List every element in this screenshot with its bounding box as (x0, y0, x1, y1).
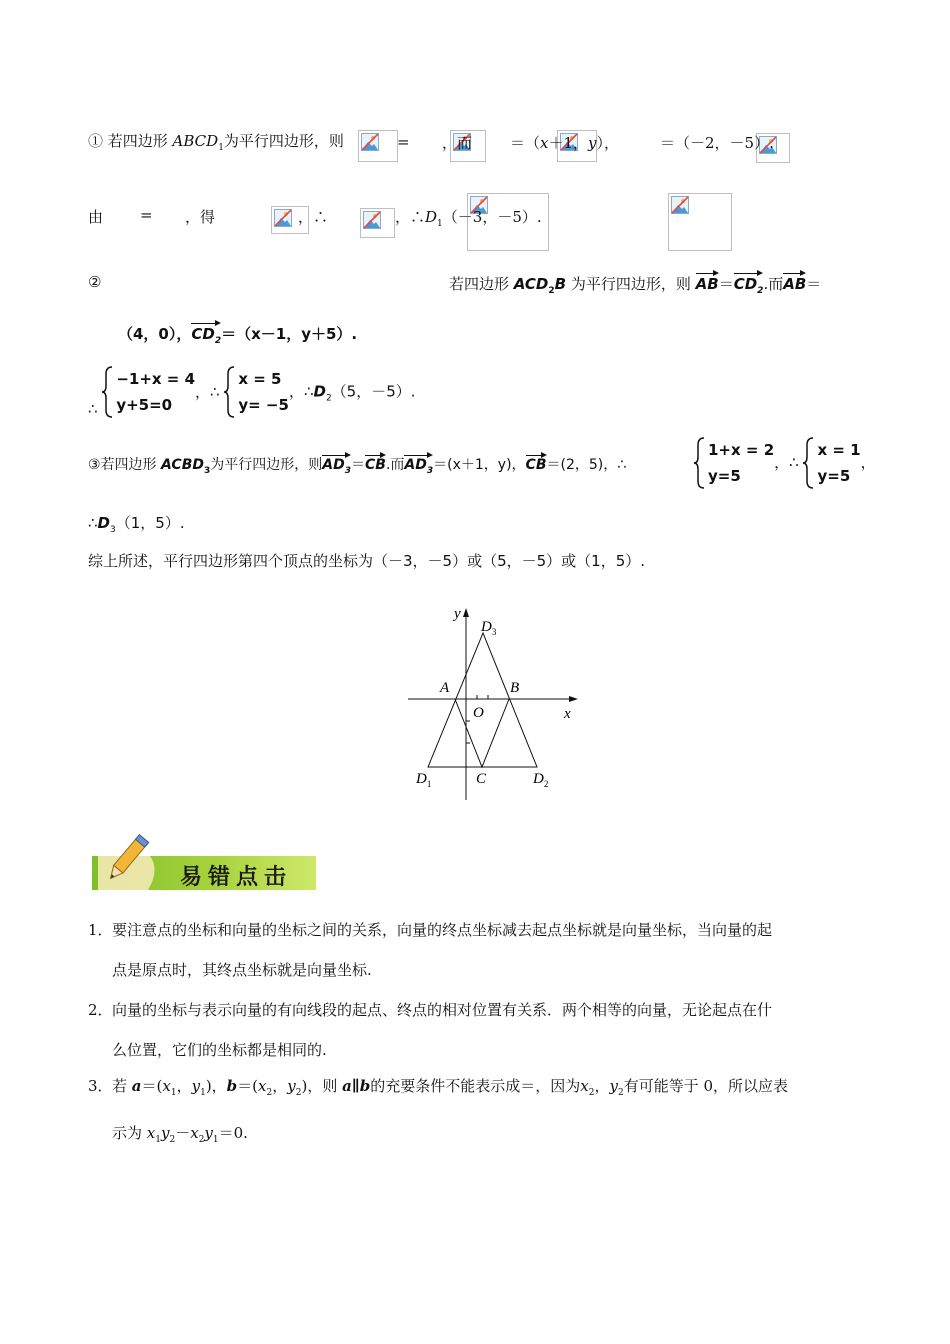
equation-system (694, 437, 774, 489)
var-y: y (588, 134, 597, 152)
subscript: 2 (295, 1088, 302, 1098)
text: ，∴ (774, 453, 799, 472)
quad-label: ACD (513, 275, 549, 293)
subscript: 2 (169, 1135, 176, 1145)
case1-line1 (88, 130, 344, 153)
text: ＋1， (548, 134, 589, 152)
var: x (258, 1077, 267, 1095)
list-number: 1． (88, 921, 113, 939)
broken-image-icon (668, 193, 732, 251)
equation-line: y=5 (708, 467, 741, 485)
subscript: 2 (757, 286, 764, 296)
var: y (204, 1124, 213, 1142)
label-y: y (454, 606, 461, 622)
text: ＝(x＋1，y)， (433, 457, 526, 473)
vector-cb: CB (525, 457, 547, 473)
case3-line1 (88, 437, 626, 493)
vector-cb: CB (365, 457, 386, 473)
brace-icon (224, 366, 236, 418)
broken-image-icon (671, 196, 689, 214)
equation-system (224, 366, 289, 418)
equation-system (102, 366, 195, 418)
text: 若 (112, 1077, 132, 1095)
var-x: x (540, 134, 549, 152)
text: .而 (763, 275, 784, 293)
note-text: 要注意点的坐标和向量的坐标之间的关系，向量的终点坐标减去起点坐标就是向量坐标，当向量的起 (112, 921, 773, 939)
point-label: D (97, 514, 110, 532)
brace-icon (803, 437, 815, 489)
text: ）， (596, 134, 620, 152)
label-d2: $D_2$ (533, 771, 549, 789)
label-o: O (473, 705, 484, 721)
text: 若四边形 (449, 275, 514, 293)
case2-marker: ② (88, 273, 102, 291)
subscript: 2 (588, 1088, 595, 1098)
label-d1: $D_1$ (416, 771, 432, 789)
label-c: C (476, 771, 487, 787)
var: y (191, 1077, 201, 1095)
text: ， (272, 1077, 288, 1095)
equation-line: y= −5 (238, 396, 289, 414)
var: y (287, 1077, 296, 1095)
var: x (146, 1124, 156, 1142)
text: )， (205, 1077, 227, 1095)
var: y (160, 1124, 170, 1142)
summary: 综上所述，平行四边形第四个顶点的坐标为（－3，－5）或（5，－5）或（1，5）. (88, 552, 646, 570)
text: 由 (88, 208, 104, 226)
parallel-condition: a∥b (342, 1077, 371, 1095)
point-label: D (425, 208, 438, 226)
text: ③若四边形 (88, 457, 162, 473)
label-x: x (564, 706, 571, 722)
equation-line: 1+x = 2 (708, 441, 775, 459)
subscript: 2 (266, 1088, 273, 1098)
triangle-d1-d3-d2 (428, 633, 537, 767)
therefore-symbol: ∴ (88, 514, 98, 532)
text: ， (176, 1077, 192, 1095)
quad-label: B (554, 275, 567, 293)
note-text: 么位置，它们的坐标都是相同的. (112, 1041, 327, 1059)
vector-ab: AB (783, 275, 807, 293)
equals-sign: ＝ (806, 275, 822, 293)
quad-label: ACBD (161, 457, 204, 473)
text: （4，0）， (118, 325, 192, 343)
text: 为平行四边形，则 (223, 132, 344, 150)
subscript: 3 (344, 465, 351, 476)
broken-image-icon (358, 130, 398, 162)
subscript: 3 (426, 465, 434, 476)
point-label: D (313, 382, 326, 401)
d1-result (395, 206, 542, 229)
equation-system (803, 437, 860, 489)
vector-a: a (131, 1077, 142, 1095)
subscript: 1 (155, 1135, 161, 1145)
text: 为平行四边形，则 (210, 457, 323, 473)
equation-line: x = 1 (817, 441, 861, 459)
case2-line1 (449, 273, 821, 296)
note-2 (88, 992, 868, 1068)
text: ＝0. (218, 1124, 248, 1142)
text: ，得 (185, 208, 216, 226)
vector-cd: CD (191, 325, 215, 343)
text: ＝（x－1，y＋5）. (221, 325, 358, 343)
text: 示为 (112, 1124, 147, 1142)
subscript: 1 (200, 1088, 206, 1098)
text: .而 (385, 457, 405, 473)
vector-ad: AD (322, 457, 345, 473)
equation-line: x = 5 (238, 370, 282, 388)
coordinate-figure (400, 600, 590, 805)
pencil-icon (96, 830, 156, 890)
text: ，而 (442, 134, 473, 152)
text: ，∴ (298, 208, 329, 226)
subscript: 2 (325, 393, 332, 404)
text: 的充要条件不能表示成＝，因为 (370, 1077, 581, 1095)
var: y (609, 1077, 618, 1095)
case2-line2 (118, 323, 357, 346)
text: ＝(2，5)，∴ (546, 457, 627, 473)
text: ，∴ (288, 382, 314, 401)
therefore-symbol: ∴ (88, 399, 98, 418)
case3-line2 (88, 512, 185, 535)
list-number: 2． (88, 1001, 113, 1019)
quad-label: ABCD (172, 132, 219, 150)
vector-ad: AD (404, 457, 427, 473)
label-b: B (510, 680, 520, 696)
label-d3: $D_3$ (481, 619, 497, 637)
var: x (190, 1124, 199, 1142)
note-text: 向量的坐标与表示向量的有向线段的起点、终点的相对位置有关系．两个相等的向量，无论起点在什 (112, 1001, 773, 1019)
text: )，则 (301, 1077, 343, 1095)
text: ＝( (141, 1077, 163, 1095)
subscript: 2 (198, 1135, 205, 1145)
label-a: A (440, 680, 450, 696)
subscript: 2 (617, 1088, 624, 1098)
text: ，∴ (195, 382, 220, 401)
note-text (88, 1115, 868, 1158)
vector-value (510, 132, 619, 153)
var: x (162, 1077, 171, 1095)
text: ＝（ (510, 134, 541, 152)
subscript: 1 (170, 1088, 177, 1098)
equals-sign: ＝ (718, 275, 734, 293)
broken-image-icon (274, 209, 292, 227)
y-axis-arrow-icon (463, 608, 469, 617)
equation-line: y=5 (817, 467, 851, 485)
text: ， (594, 1077, 610, 1095)
text: ＝( (237, 1077, 259, 1095)
equals-sign: = (397, 133, 410, 151)
case1-intro: ① 若四边形 (88, 132, 173, 150)
equation-line: y+5=0 (116, 396, 173, 414)
var: x (580, 1077, 589, 1095)
broken-image-icon (360, 208, 395, 238)
vector-value: ＝（－2，－5）. (660, 134, 774, 152)
list-number: 3． (88, 1077, 113, 1095)
subscript: 1 (437, 219, 443, 229)
text: ，∴ (395, 208, 426, 226)
equation-line: −1+x = 4 (116, 370, 196, 388)
note-1 (88, 912, 868, 988)
text: （－3，－5）. (442, 208, 542, 226)
equals-sign: ＝ (351, 457, 365, 473)
subscript: 3 (110, 525, 116, 535)
broken-image-icon (363, 211, 381, 229)
subscript: 3 (204, 465, 211, 476)
equals-sign: = (140, 206, 153, 224)
subscript: 1 (212, 1135, 219, 1145)
banner-title: 易错点击 (180, 865, 293, 890)
broken-image-icon (361, 133, 379, 151)
text: 有可能等于 0，所以应表 (623, 1077, 789, 1095)
vector-ab: AB (695, 275, 719, 293)
x-axis-arrow-icon (569, 696, 578, 702)
brace-icon (102, 366, 114, 418)
vector-cd: CD (733, 275, 758, 293)
note-text: 点是原点时，其终点坐标就是向量坐标. (112, 961, 372, 979)
note-3 (88, 1068, 868, 1158)
brace-icon (694, 437, 706, 489)
vector-b: b (226, 1077, 238, 1095)
error-points-banner (90, 830, 318, 894)
text: （1，5）. (115, 514, 185, 532)
text: （5，－5）. (331, 382, 416, 401)
subscript: 2 (214, 336, 222, 346)
text: 为平行四边形，则 (566, 275, 696, 293)
case2-line3 (88, 366, 416, 422)
text: ， (860, 453, 876, 472)
subscript: 1 (218, 143, 224, 153)
case3-systems (694, 437, 876, 489)
subscript: 2 (548, 286, 555, 296)
text: － (175, 1124, 191, 1142)
